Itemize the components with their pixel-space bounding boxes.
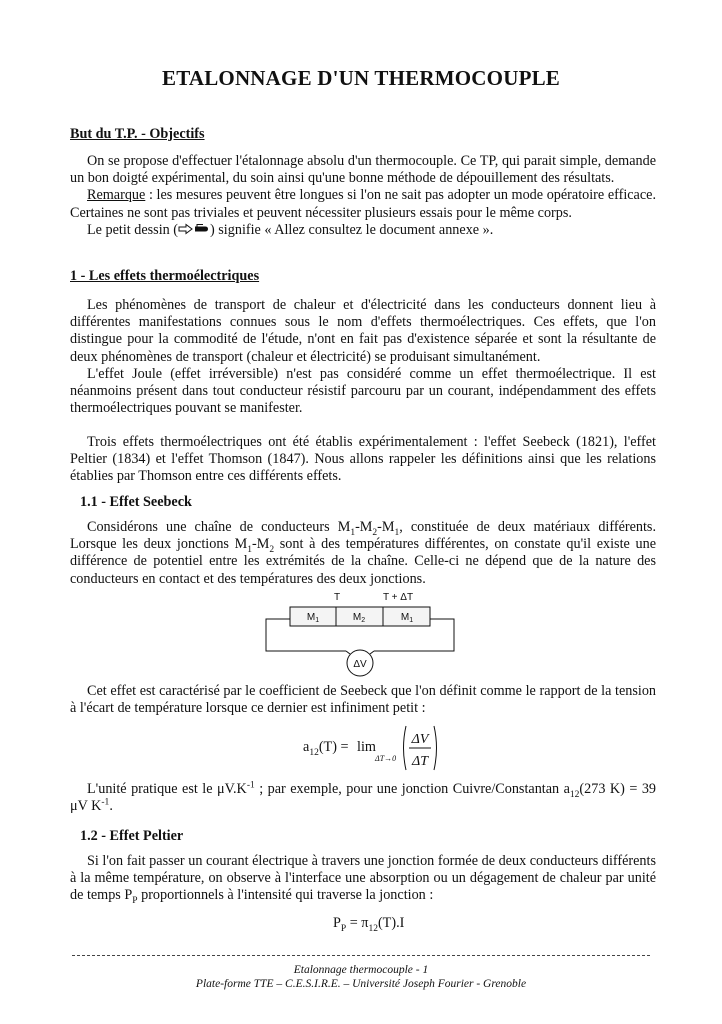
dessin-paragraph (70, 222, 656, 239)
footer-line1: Etalonnage thermocouple - 1 (293, 964, 429, 976)
footer-divider (72, 955, 650, 956)
dessin-prefix: Le petit dessin ( (87, 221, 179, 238)
peltier-heading: 1.2 - Effet Peltier (80, 828, 184, 844)
annex-hand-icon (178, 223, 210, 235)
section1-para3-text: Trois effets thermoélectriques ont été établis expérimentalement : l'effet Seebeck (1821), l'effet Peltier (1834) et l'effet Thomson (1847). Nous allons rappeler les définitions ainsi que les relations établies par Thomson entre ces différents effets. (70, 434, 656, 485)
section1-heading: 1 - Les effets thermoélectriques (70, 268, 260, 284)
section1-para3 (70, 434, 656, 486)
dessin-suffix: ) signifie « Allez consultez le document annexe ». (210, 221, 494, 238)
section1-para1: Les phénomènes de transport de chaleur et d'électricité dans les conducteurs donnent lieu à différentes manifestations connues sous le nom d'effets thermoélectriques. Ces effets, que l'on distingue pour la commodité de l'étude, n'ont en fait pas d'existence séparée et sont la résultante de deux phénomènes de transport (chaleur et électricité) se produisant simultanément. (70, 297, 656, 365)
formula-lhs: $a_{12}(T)$ = (303, 739, 349, 758)
formula-denominator: ΔT (411, 754, 429, 769)
section1-para2: L'effet Joule (effet irréversible) n'est pas considéré comme un effet thermoélectrique. Il est néanmoins présent dans tout conducteur résistif parcouru par un courant, indépendamment des effets thermoélectriques pouvant se manifester. (70, 365, 656, 417)
seebeck-para1: Considérons une chaîne de conducteurs $M_1-M_2-M_1$, constituée de deux matériaux différents. Lorsque les deux jonctions $M_1-M_2$ sont à des températures différentes, on constate qu'il existe une différence de potentiel entre les extrémités de la chaîne. Celle-ci ne dépend que de la nature des conducteurs en contact et des températures des deux jonctions. (70, 519, 656, 587)
conductor-m2: $M_2$ (352, 612, 366, 624)
voltmeter-label: ΔV (353, 659, 367, 670)
seebeck-unit-text: L'unité pratique est le $\mu V.K^{-1}$ ; par exemple, pour une jonction Cuivre/Constantan $a_{12}(273$ K) = 39 μV $K^{-1}$. (70, 780, 657, 815)
junction-temp-t: T (333, 592, 341, 603)
peltier-para1: Si l'on fait passer un courant électrique à travers une jonction formée de deux conducteurs différents à la même température, on observe à l'interface une absorption ou un dégagement de chaleur par unité de temps $P_P$ proportionnels à l'intensité qui traverse la jonction : (70, 853, 656, 907)
objectifs-paragraph (70, 153, 656, 239)
seebeck-diagram (0, 588, 722, 678)
section1-paragraphs (70, 297, 656, 417)
seebeck-para3-text: Cet effet est caractérisé par le coefficient de Seebeck que l'on définit comme le rapport de la tension à l'écart de température lorsque ce dernier est infiniment petit : (70, 683, 656, 717)
peltier-formula: $P_P = \pi_{12}(T).I$ (333, 915, 405, 934)
remarque-paragraph (70, 187, 656, 221)
objectifs-heading: But du T.P. - Objectifs (70, 126, 205, 142)
formula-numerator: ΔV (411, 732, 429, 747)
objectifs-intro: On se propose d'effectuer l'étalonnage absolu d'un thermocouple. Ce TP, qui parait simple, demande un bon doigté expérimental, du soin ainsi qu'une bonne méthode de dépouillement des résultats. (70, 153, 656, 187)
remarque-text: : les mesures peuvent être longues si l'on ne sait pas adopter un mode opératoire efficace. Certaines ne sont pas triviales et peuvent nécessiter plusieurs essais pour le même corps. (70, 187, 656, 221)
conductor-m1-left: $M_1$ (306, 612, 320, 624)
conductor-m1-right: $M_1$ (400, 612, 414, 624)
formula-lim-sub: ΔT→0 (375, 754, 397, 763)
seebeck-para3 (70, 683, 656, 717)
remarque-label: Remarque (87, 187, 146, 204)
footer-line2: Plate-forme TTE – C.E.S.I.R.E. – Université Joseph Fourier - Grenoble (195, 978, 527, 990)
junction-temp-t-plus-dt: T + ΔT (382, 592, 414, 603)
page-title: ETALONNAGE D'UN THERMOCOUPLE (161, 66, 561, 90)
formula-fraction (401, 724, 439, 772)
seebeck-heading: 1.1 - Effet Seebeck (80, 494, 192, 510)
formula-lim: lim (357, 739, 376, 755)
seebeck-formula (303, 722, 443, 774)
